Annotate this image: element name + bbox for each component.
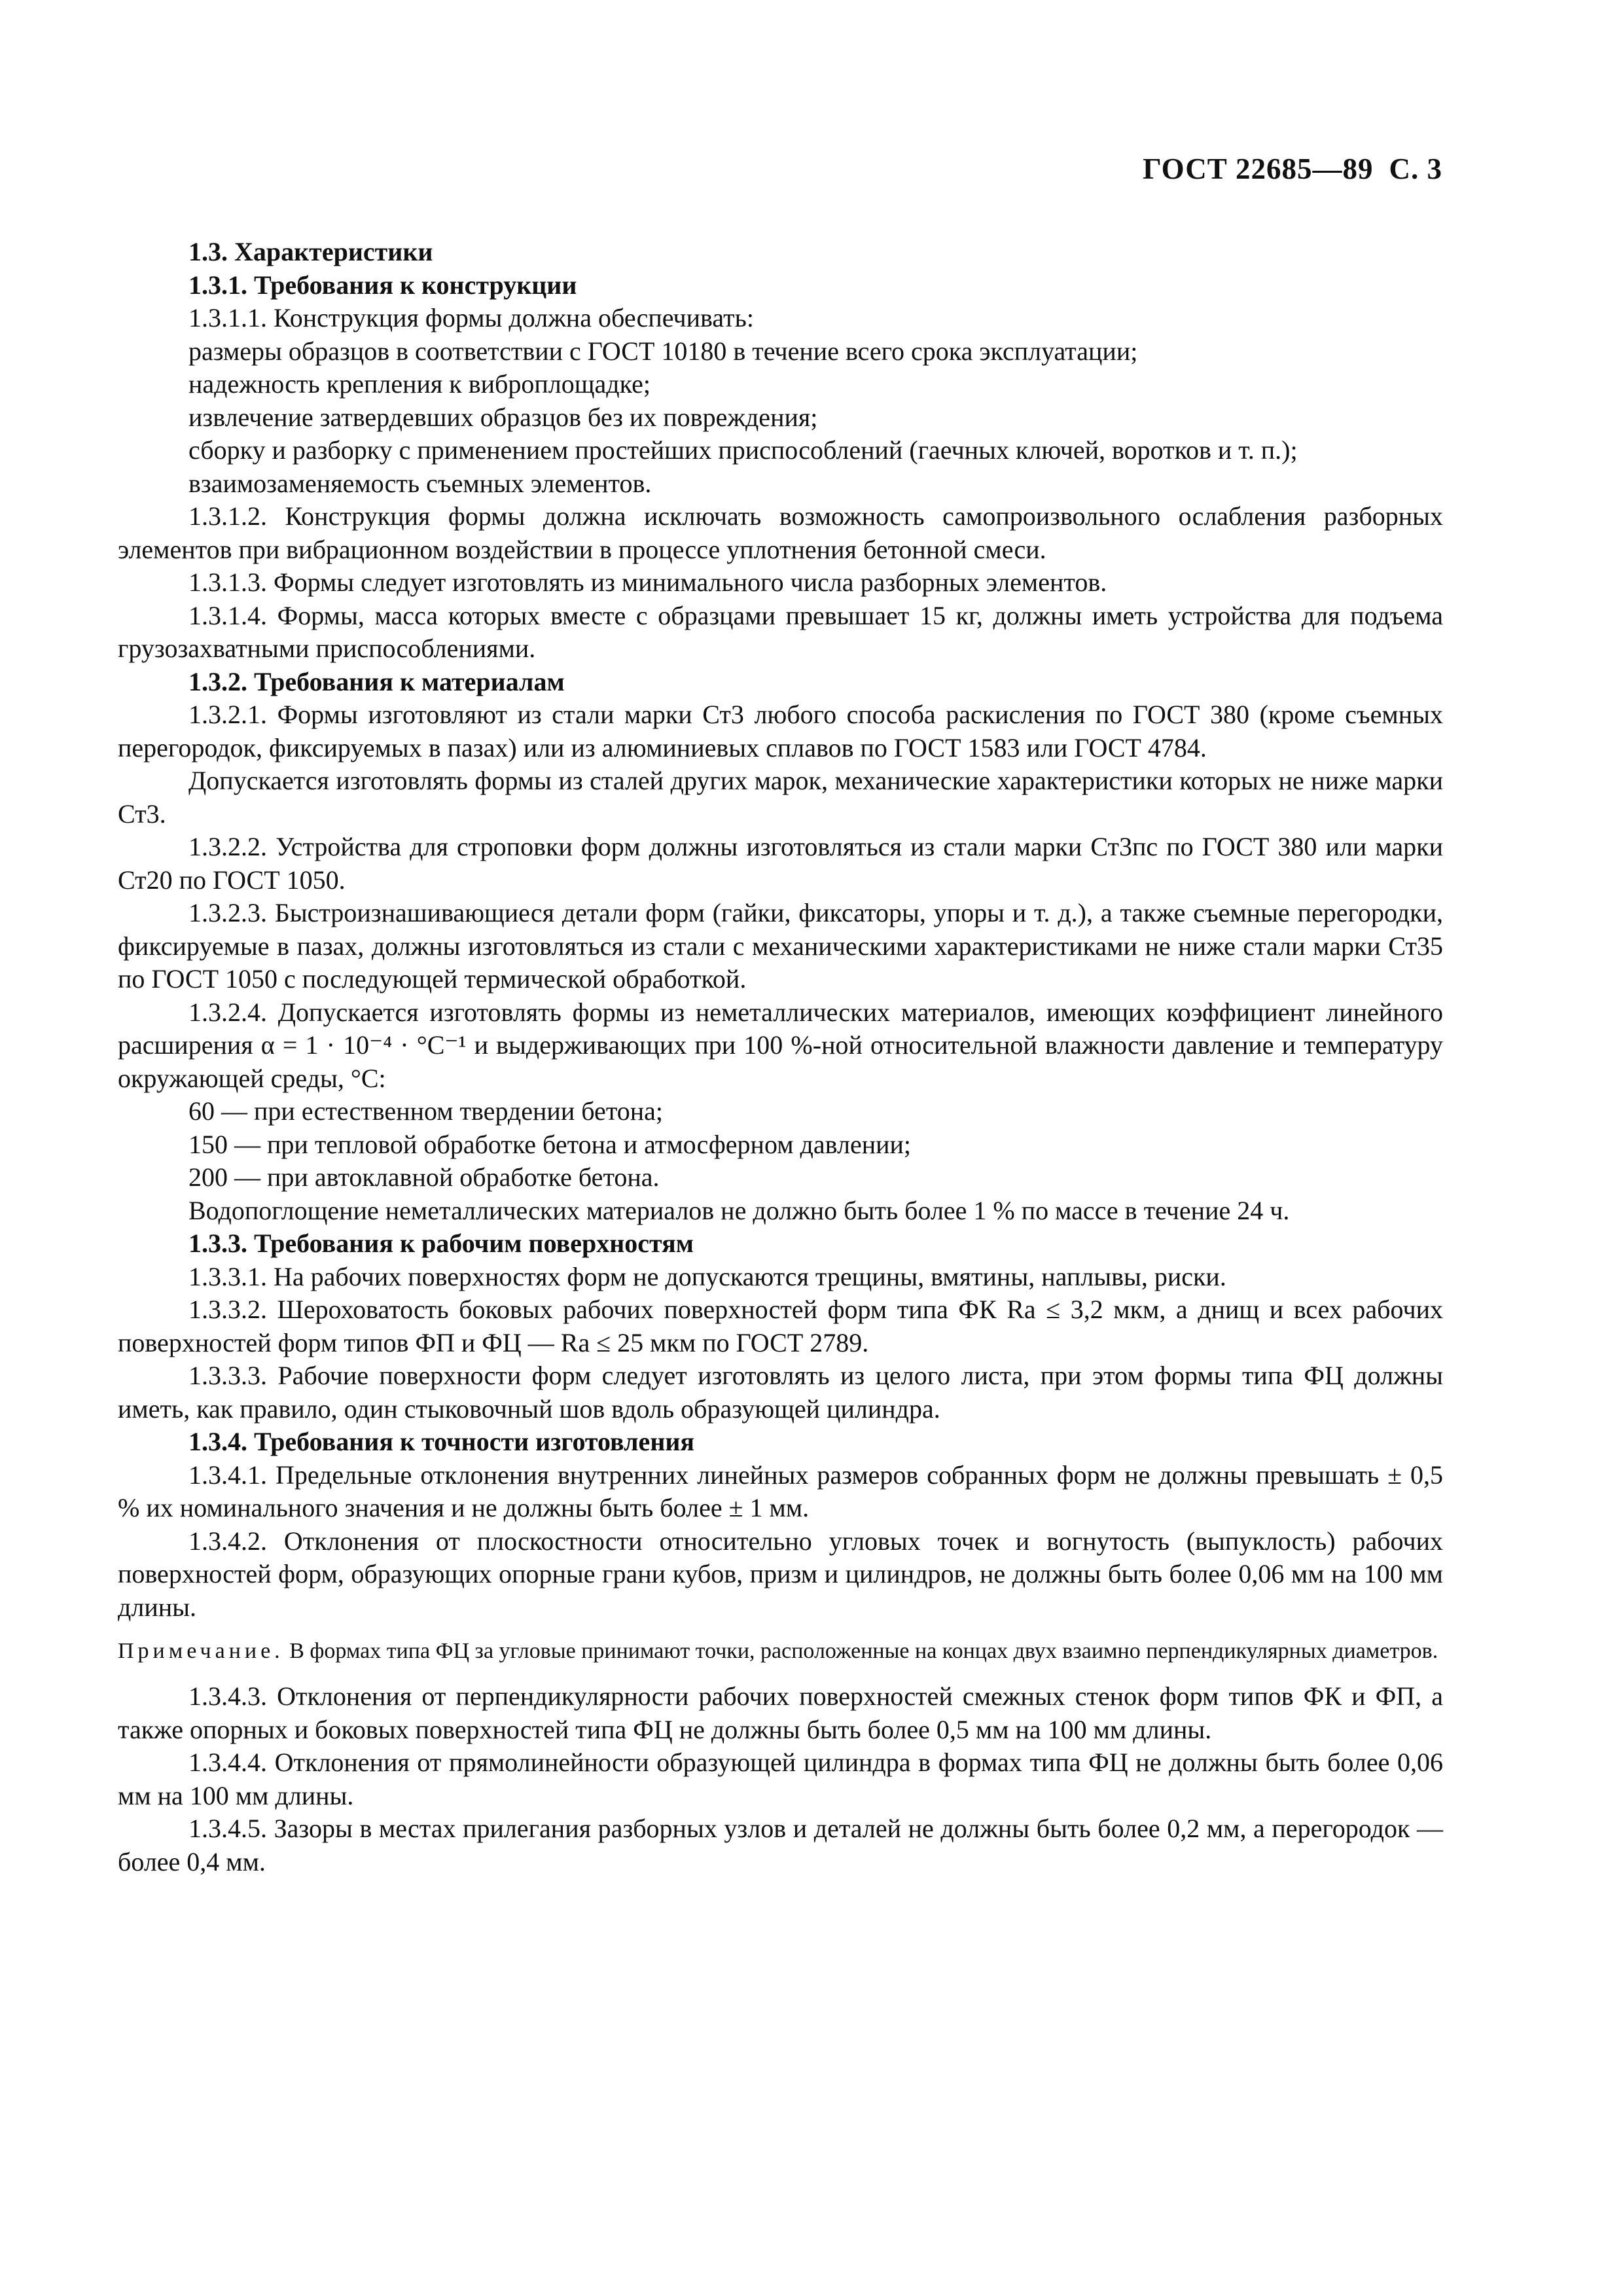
clause: 1.3.4.2. Отклонения от плоскостности относительно угловых точек и вогнутость (выпуклость) рабочих поверхностей форм, образующих опорные грани кубов, призм и цилиндров, не должны быть более 0,06 мм на 100 мм длины.	[118, 1526, 1443, 1622]
clause: 1.3.1.2. Конструкция формы должна исключать возможность самопроизвольного ослабления разборных элементов при вибрационном воздействии в процессе уплотнения бетонной смеси.	[118, 501, 1443, 564]
document-body	[118, 236, 1443, 1878]
note	[118, 1637, 1443, 1666]
clause: 1.3.4.4. Отклонения от прямолинейности образующей цилиндра в формах типа ФЦ не должны быть более 0,06 мм на 100 мм длины.	[118, 1748, 1443, 1810]
subsection-heading: 1.3.4. Требования к точности изготовления	[188, 1427, 695, 1456]
list-item: 60 — при естественном твердении бетона;	[188, 1096, 664, 1126]
clause: 1.3.2.2. Устройства для строповки форм должны изготовляться из стали марки Ст3пс по ГОСТ 380 или марки Ст20 по ГОСТ 1050.	[118, 832, 1443, 895]
list-item: 150 — при тепловой обработке бетона и атмосферном давлении;	[188, 1129, 912, 1159]
list-item: извлечение затвердевших образцов без их повреждения;	[188, 402, 818, 432]
clause: 1.3.3.2. Шероховатость боковых рабочих поверхностей форм типа ФК Ra ≤ 3,2 мкм, а днищ и всех рабочих поверхностей форм типов ФП и ФЦ — Ra ≤ 25 мкм по ГОСТ 2789.	[118, 1295, 1443, 1357]
list-item: надежность крепления к виброплощадке;	[188, 369, 651, 399]
clause: 1.3.4.5. Зазоры в местах прилегания разборных узлов и деталей не должны быть более 0,2 мм, а перегородок — более 0,4 мм.	[118, 1814, 1443, 1876]
paragraph: Водопоглощение неметаллических материалов не должно быть более 1 % по массе в течение 24 ч.	[188, 1195, 1290, 1225]
clause: 1.3.2.3. Быстроизнашивающиеся детали форм (гайки, фиксаторы, упоры и т. д.), а также съемные перегородки, фиксируемые в пазах, должны изготовляться из стали с механическими характеристиками не ниже стали марки Ст35 по ГОСТ 1050 с последующей термической обработкой.	[118, 898, 1443, 994]
note-label: Примечание.	[118, 1639, 284, 1663]
clause: 1.3.1.4. Формы, масса которых вместе с образцами превышает 15 кг, должны иметь устройства для подъема грузозахватными приспособлениями.	[118, 600, 1443, 663]
list-item: взаимозаменяемость съемных элементов.	[188, 468, 652, 498]
list-item: сборку и разборку с применением простейших приспособлений (гаечных ключей, воротков и т. п.);	[188, 435, 1298, 465]
subsection-heading: 1.3.2. Требования к материалам	[188, 666, 565, 696]
list-item: размеры образцов в соответствии с ГОСТ 10180 в течение всего срока эксплуатации;	[188, 336, 1138, 366]
clause: 1.3.1.1. Конструкция формы должна обеспечивать:	[188, 303, 754, 332]
running-header	[1143, 152, 1442, 186]
subsection-heading: 1.3.3. Требования к рабочим поверхностям	[188, 1229, 694, 1258]
clause: 1.3.3.3. Рабочие поверхности форм следует изготовлять из целого листа, при этом формы типа ФЦ должны иметь, как правило, один стыковочный шов вдоль образующей цилиндра.	[118, 1361, 1443, 1424]
page-number: С. 3	[1389, 152, 1442, 185]
clause: 1.3.2.1. Формы изготовляют из стали марки Ст3 любого способа раскисления по ГОСТ 380 (кроме съемных перегородок, фиксируемых в пазах) или из алюминиевых сплавов по ГОСТ 1583 или ГОСТ 4784.	[118, 700, 1443, 762]
clause: 1.3.3.1. На рабочих поверхностях форм не допускаются трещины, вмятины, наплывы, риски.	[188, 1261, 1226, 1291]
list-item: 200 — при автоклавной обработке бетона.	[188, 1162, 660, 1192]
note-text: В формах типа ФЦ за угловые принимают точки, расположенные на концах двух взаимно перпендикулярных диаметров.	[289, 1639, 1438, 1663]
clause: 1.3.4.3. Отклонения от перпендикулярности рабочих поверхностей смежных стенок форм типов ФК и ФП, а также опорных и боковых поверхностей типа ФЦ не должны быть более 0,5 мм на 100 мм длины.	[118, 1681, 1443, 1744]
clause: 1.3.2.4. Допускается изготовлять формы из неметаллических материалов, имеющих коэффициент линейного расширения α = 1 · 10⁻⁴ · °С⁻¹ и выдерживающих при 100 %-ной относительной влажности давление и температуру окружающей среды, °С:	[118, 997, 1443, 1093]
document-code: ГОСТ 22685—89	[1143, 152, 1374, 185]
paragraph: Допускается изготовлять формы из сталей других марок, механические характеристики которых не ниже марки Ст3.	[118, 766, 1443, 829]
subsection-heading: 1.3.1. Требования к конструкции	[188, 270, 577, 300]
clause: 1.3.1.3. Формы следует изготовлять из минимального числа разборных элементов.	[188, 567, 1107, 597]
section-heading: 1.3. Характеристики	[188, 237, 433, 266]
clause: 1.3.4.1. Предельные отклонения внутренних линейных размеров собранных форм не должны превышать ± 0,5 % их номинального значения и не должны быть более ± 1 мм.	[118, 1460, 1443, 1522]
